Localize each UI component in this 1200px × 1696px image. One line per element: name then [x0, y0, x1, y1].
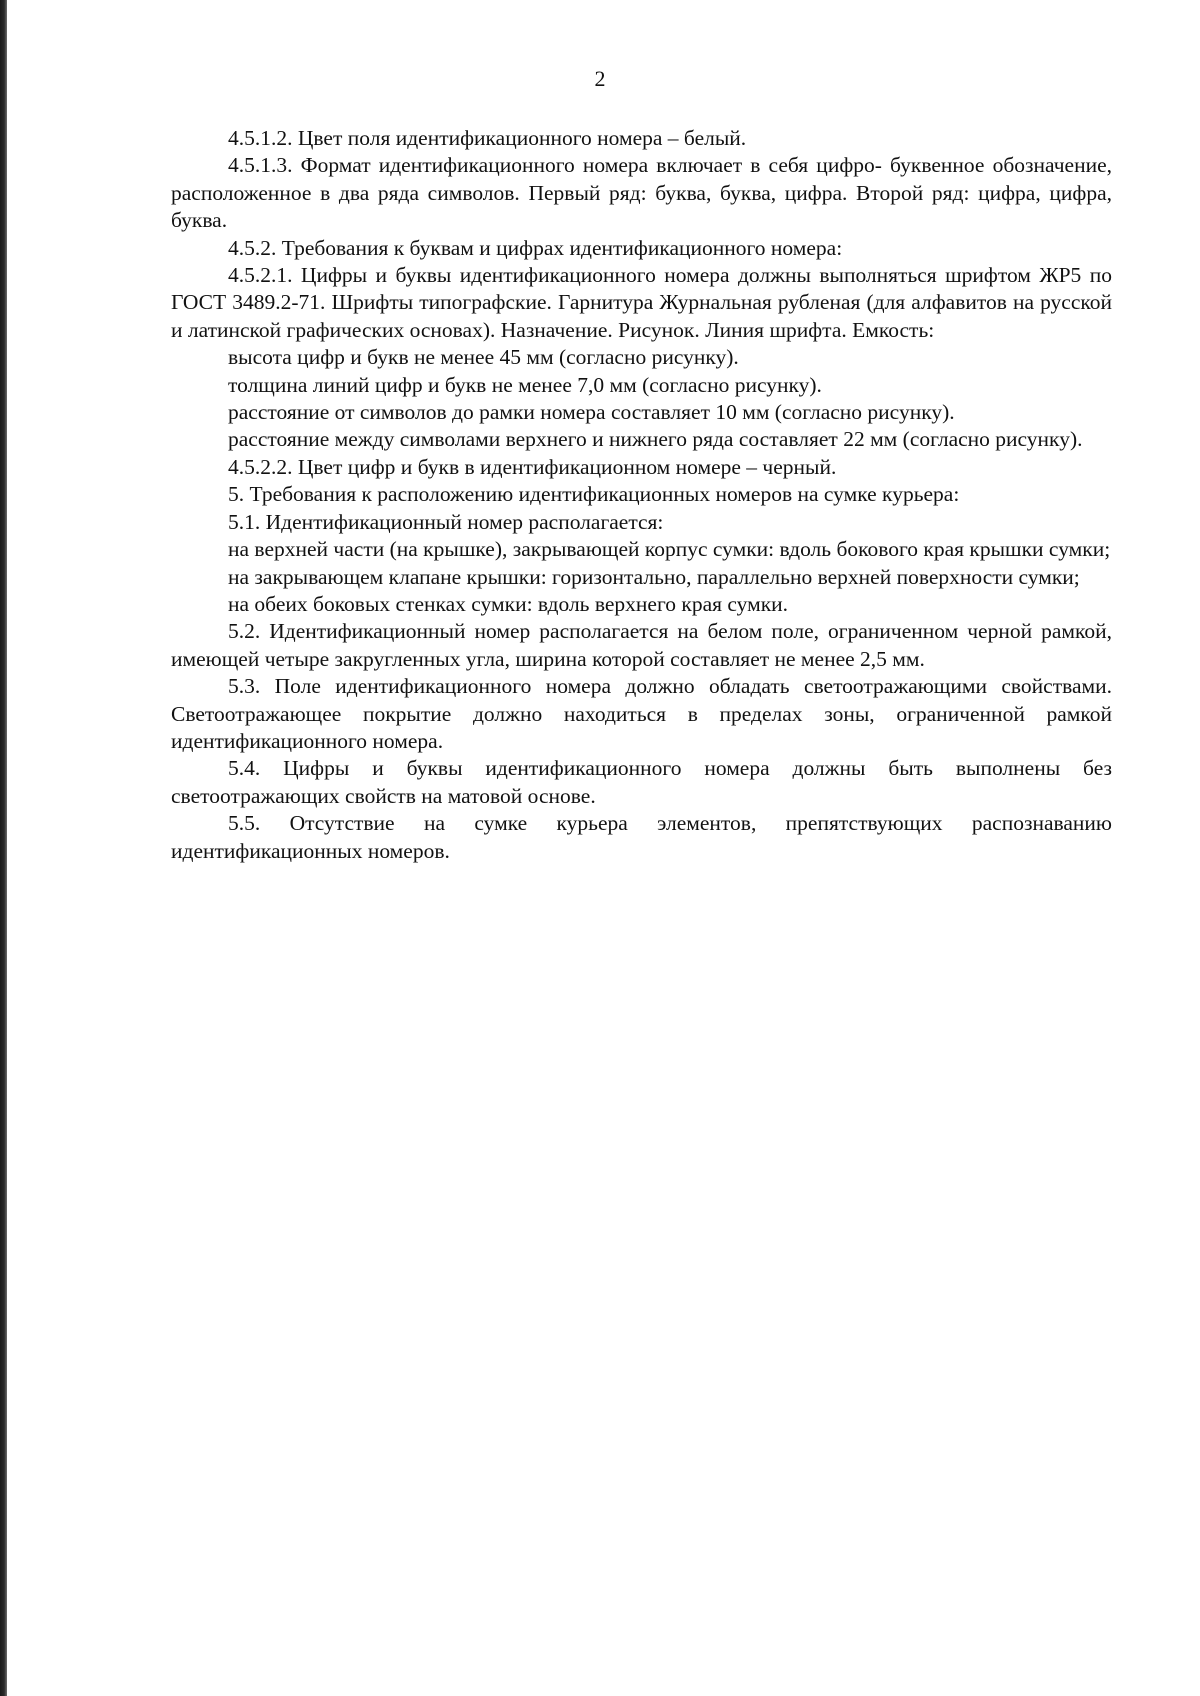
paragraph-5-5: 5.5. Отсутствие на сумке курьера элементов, препятствующих распознаванию идентификационных номеров. — [171, 811, 1112, 863]
paragraph-5-2: 5.2. Идентификационный номер располагается на белом поле, ограниченном черной рамкой, имеющей четыре закругленных угла, ширина которой составляет не менее 2,5 мм. — [171, 619, 1112, 671]
list-item-frame-distance: расстояние от символов до рамки номера составляет 10 мм (согласно рисунку). — [228, 400, 955, 425]
paragraph-4-5-2-1: 4.5.2.1. Цифры и буквы идентификационного номера должны выполняться шрифтом ЖР5 по ГОСТ 3489.2-71. Шрифты типографские. Гарнитура Журнальная рубленая (для алфавитов на русской и латинской графических основах). Назначение. Рисунок. Линия шрифта. Емкость: — [171, 263, 1112, 342]
paragraph-4-5-2-2: 4.5.2.2. Цвет цифр и букв в идентификационном номере – черный. — [228, 454, 837, 479]
scan-edge-shadow — [0, 0, 7, 1696]
paragraph-4-5-1-3: 4.5.1.3. Формат идентификационного номера включает в себя цифро- буквенное обозначение, расположенное в два ряда символов. Первый ряд: буква, буква, цифра. Второй ряд: цифра, цифра, буква. — [171, 153, 1112, 233]
document-body — [171, 125, 1112, 865]
list-item-thickness: толщина линий цифр и букв не менее 7,0 мм (согласно рисунку). — [228, 372, 822, 397]
paragraph-5-1: 5.1. Идентификационный номер располагается: — [228, 509, 664, 534]
list-item-flap: на закрывающем клапане крышки: горизонтально, параллельно верхней поверхности сумки; — [228, 564, 1080, 589]
list-item-lid: на верхней части (на крышке), закрывающей корпус сумки: вдоль бокового края крышки сумки; — [228, 537, 1111, 562]
paragraph-4-5-2: 4.5.2. Требования к буквам и цифрах идентификационного номера: — [228, 235, 843, 260]
paragraph-4-5-1-2: 4.5.1.2. Цвет поля идентификационного номера – белый. — [228, 126, 747, 150]
list-item-side-walls: на обеих боковых стенках сумки: вдоль верхнего края сумки. — [228, 591, 789, 616]
page-number: 2 — [594, 66, 606, 91]
paragraph-5-4: 5.4. Цифры и буквы идентификационного номера должны быть выполнены без светоотражающих свойств на матовой основе. — [171, 756, 1112, 808]
list-item-row-distance: расстояние между символами верхнего и нижнего ряда составляет 22 мм (согласно рисунку). — [228, 427, 1083, 452]
paragraph-5: 5. Требования к расположению идентификационных номеров на сумке курьера: — [228, 482, 960, 507]
list-item-height: высота цифр и букв не менее 45 мм (согласно рисунку). — [228, 345, 739, 370]
paragraph-5-3: 5.3. Поле идентификационного номера должно обладать светоотражающими свойствами. Светоотражающее покрытие должно находиться в пределах зоны, ограниченной рамкой идентификационного номера. — [171, 674, 1112, 753]
